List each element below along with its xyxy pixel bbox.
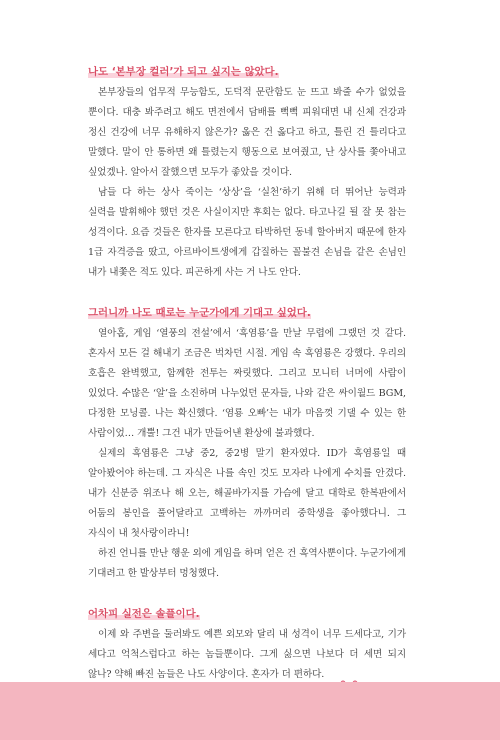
paragraph: 남들 다 하는 상사 죽이는 ‘상상’을 ‘실천’하기 위해 더 뛰어난 능력과 실력을 발휘해야 했던 것은 사실이지만 후회는 없다. 타고나길 될 잘 못 참는 성격이다. 요즘 것들은 한자를 모른다고 타박하던 동네 할아버지 때문에 한자 1급 자격증을 땄고, 아르바이트생에게 갑질하는 꼴불견 손님을 같은 손님인 내가 내쫓은 적도 있다. 피곤하게 사는 거 나도 안다.: [88, 187, 406, 278]
paragraph: 이제 와 주변을 둘러봐도 예쁜 외모와 달리 내 성격이 너무 드세다고, 기가 세다고 억척스럽다고 하는 놈들뿐이다. 그게 싫으면 나보다 더 세면 되지 않나? 약해 빠진 놈들은 나도 사양이다. 혼자가 더 편하다.: [88, 629, 406, 680]
paragraph: 하진 언니를 만난 행운 외에 게임을 하며 얻은 건 흑역사뿐이다. 누군가에게 기대려고 한 발상부터 멍청했다.: [88, 548, 406, 579]
section-heading: 어차피 실전은 솔플이다.: [88, 608, 200, 620]
section-3: [88, 604, 406, 685]
paragraph: 실제의 흑염룡은 그냥 중2, 중2병 말기 환자였다. ID가 흑염룡일 때 알아봤어야 하는데. 그 자식은 나를 속인 것도 모자라 나에게 수치를 안겼다. 내가 신분증 위조나 해 오는, 해골바가지를 가슴에 달고 대학로 한복판에서 어둠의 봉인을 풀어달라고 고백하는 까까머리 중학생을 좋아했다니. 그 자식이 내 첫사랑이라니!: [88, 448, 406, 539]
bottom-color-band: [0, 682, 500, 740]
paragraph: 본부장들의 업무적 무능함도, 도덕적 문란함도 눈 뜨고 봐줄 수가 없었을 뿐이다. 대충 봐주려고 해도 면전에서 담배를 뻑뻑 피워대면 내 신체 건강과 정신 건강에 너무 유해하지 않은가? 옳은 건 옳다고 하고, 틀린 건 틀리다고 말했다. 말이 안 통하면 왜 틀렸는지 행동으로 보여줬고, 난 상사를 쫓아내고 싶었겠나. 알아서 잘했으면 모두가 좋았을 것이다.: [88, 87, 406, 178]
section-2: [88, 303, 406, 584]
section-heading: 나도 ‘본부장 컬러’가 되고 싶지는 않았다.: [88, 66, 279, 78]
paragraph: 열아홉, 게임 ‘열풍의 전설’에서 ‘흑염룡’을 만날 무렵에 그랬던 것 같다. 혼자서 모든 걸 해내기 조금은 벅차던 시절. 게임 속 흑염룡은 강했다. 우리의 호흡은 완벽했고, 함께한 전투는 짜릿했다. 그리고 모니터 너머에 사람이 있었다. 수많은 ‘알’을 소진하며 나누었던 문자들, 나와 같은 싸이월드 BGM, 다정한 모닝콜. 나는 확신했다. ‘염룡 오빠’는 내가 마음껏 기댈 수 있는 한 사람이었… 개뿔! 그건 내가 만들어낸 환상에 불과했다.: [88, 328, 406, 439]
section-1: [88, 62, 406, 283]
section-heading: 그러니까 나도 때로는 누군가에게 기대고 싶었다.: [88, 307, 311, 319]
page-content: [88, 62, 406, 685]
